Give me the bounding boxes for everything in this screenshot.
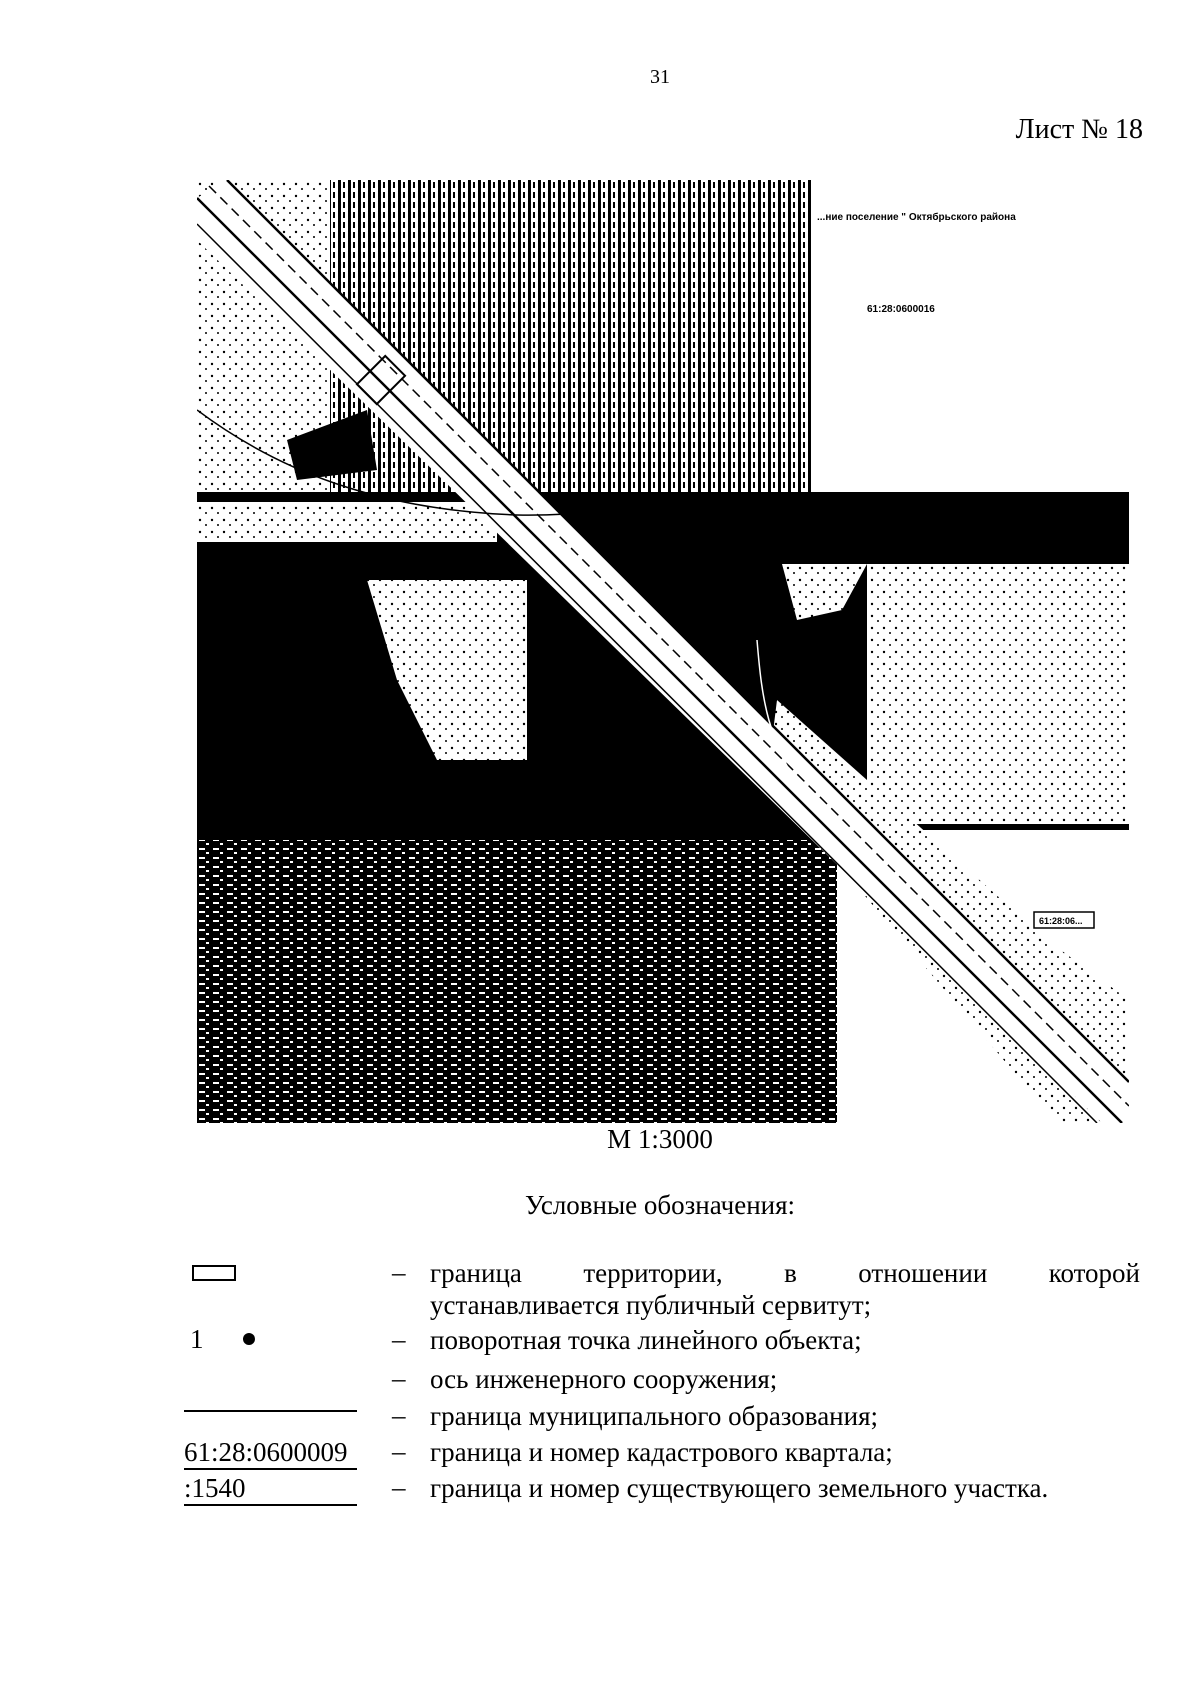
legend-dash: – [392, 1472, 406, 1502]
legend-description-line-1: граница территории, в отношении которой [430, 1258, 1140, 1288]
cadastral-quarter-number-symbol: 61:28:0600009 [184, 1436, 357, 1470]
boundary-rectangle-symbol [192, 1265, 236, 1281]
legend-dash: – [392, 1324, 406, 1354]
legend-row-turning-point [0, 1324, 1200, 1360]
legend-description-line-2: устанавливается публичный сервитут; [430, 1290, 872, 1320]
legend-description: граница муниципального образования; [430, 1401, 879, 1431]
sheet-label: Лист № 18 [1015, 114, 1143, 145]
page-number: 31 [650, 66, 670, 88]
map-top-label: ...ние поселение " Октябрьского района [817, 212, 1016, 223]
cadastral-map [197, 180, 1129, 1123]
legend-description: ось инженерного сооружения; [430, 1364, 778, 1394]
legend-dash: – [392, 1400, 406, 1430]
legend-description: граница и номер кадастрового квартала; [430, 1437, 893, 1467]
legend-dash: – [392, 1436, 406, 1466]
legend-dash: – [392, 1257, 406, 1287]
municipal-boundary-line-symbol [184, 1410, 357, 1412]
point-number-symbol: 1 [190, 1324, 204, 1354]
legend-description: граница и номер существующего земельного участка. [430, 1473, 1049, 1503]
map-scale: М 1:3000 [607, 1124, 713, 1154]
field-area [330, 180, 812, 492]
legend-description [430, 1257, 1140, 1321]
legend-title: Условные обозначения: [524, 1190, 796, 1220]
legend-row-municipal-boundary [0, 1400, 1200, 1436]
legend-dash: – [392, 1363, 406, 1393]
turning-point-dot-icon [243, 1333, 255, 1345]
legend-row-engineering-axis [0, 1363, 1200, 1399]
legend-row-cadastral-quarter [0, 1436, 1200, 1472]
land-parcel-number-symbol: :1540 [184, 1472, 357, 1506]
legend-row-easement-boundary [0, 1257, 1200, 1327]
map-cadastral-label: 61:28:0600016 [867, 304, 935, 315]
legend-description: поворотная точка линейного объекта; [430, 1325, 862, 1355]
map-image [197, 180, 1129, 1123]
map-parcel-label: 61:28:06... [1039, 916, 1083, 926]
legend-row-land-parcel [0, 1472, 1200, 1508]
